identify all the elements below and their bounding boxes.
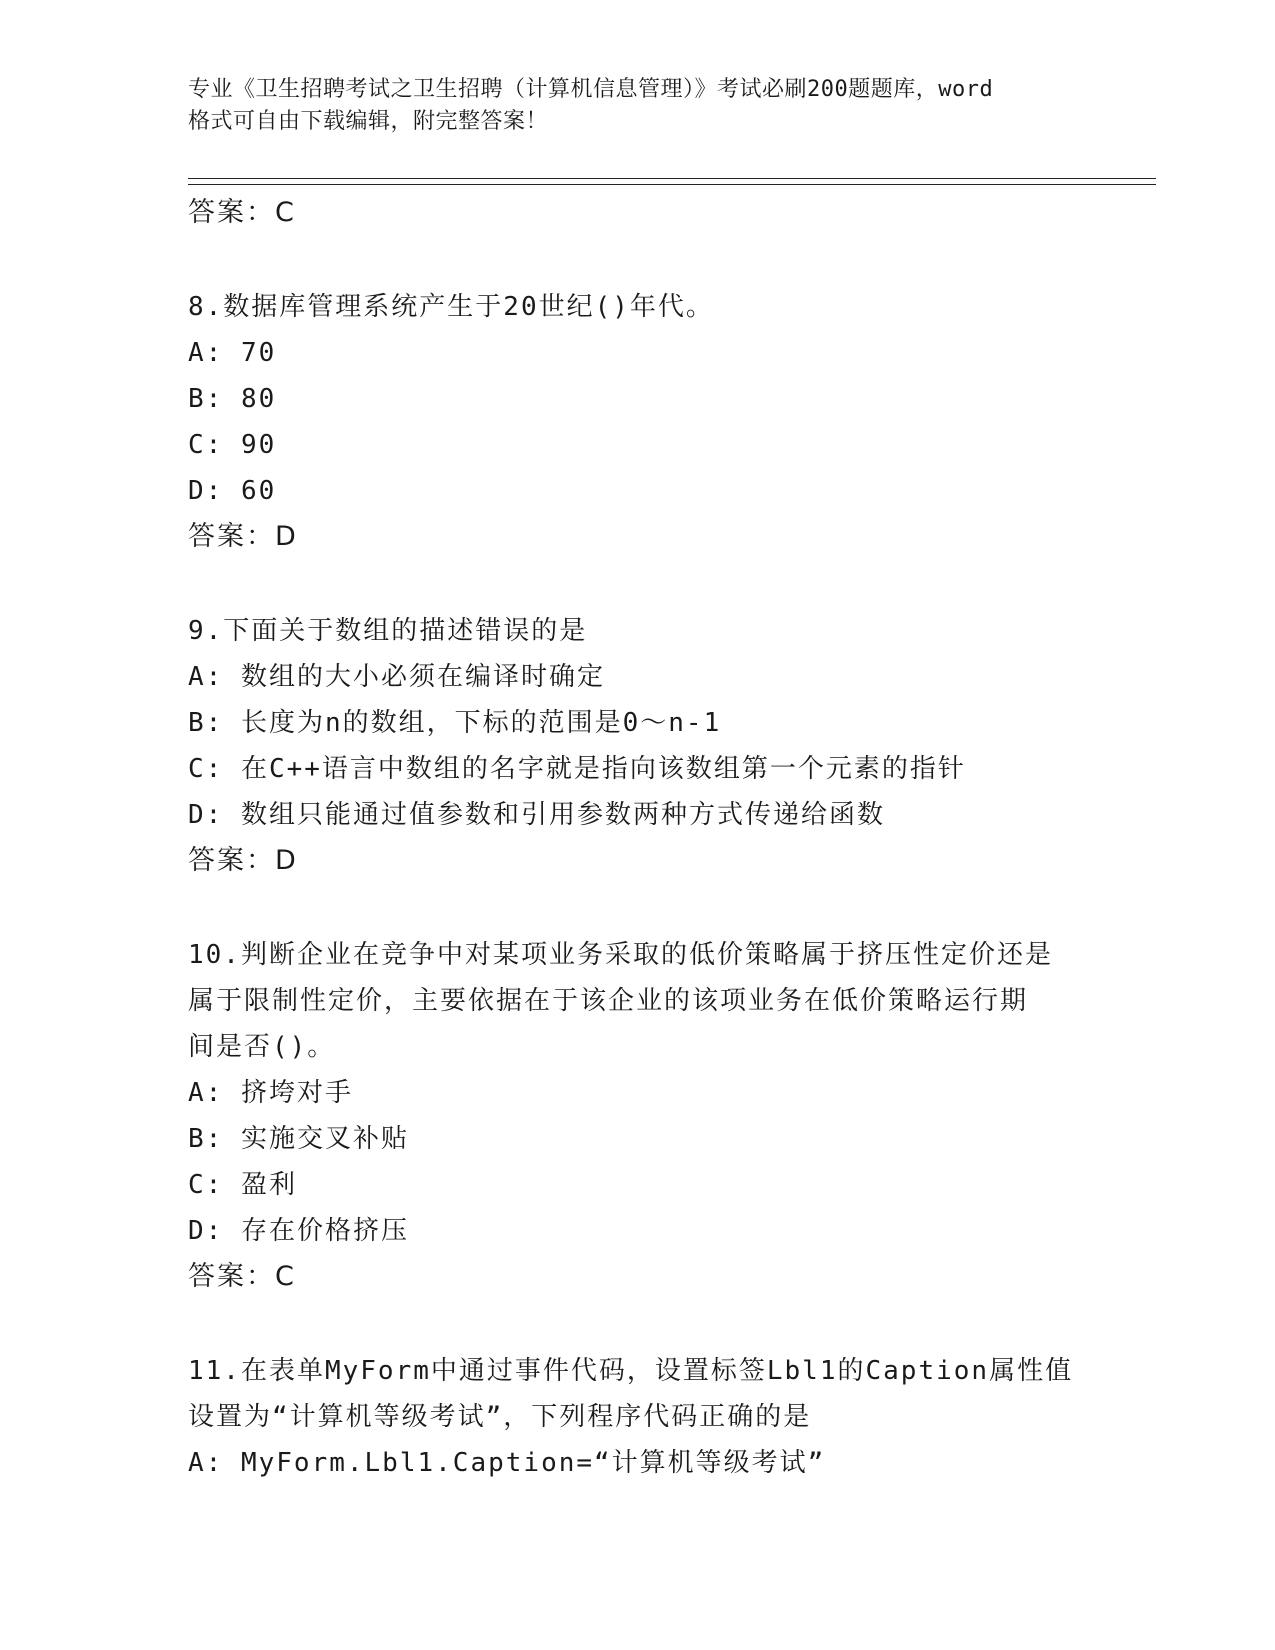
question-block	[188, 284, 1138, 560]
question-text: 10.判断企业在竞争中对某项业务采取的低价策略属于挤压性定价还是	[188, 940, 1053, 970]
option-a: A: 挤垮对手	[188, 1078, 353, 1108]
option-b: B: 实施交叉补贴	[188, 1124, 409, 1154]
option-c: C: 90	[188, 430, 277, 460]
question-block	[188, 608, 1138, 884]
option-c: C: 在C++语言中数组的名字就是指向该数组第一个元素的指针	[188, 754, 966, 784]
question-text: 属于限制性定价，主要依据在于该企业的该项业务在低价策略运行期	[188, 986, 1029, 1016]
answer-line: 答案：D	[188, 845, 298, 876]
header-divider-top	[188, 178, 1156, 179]
question-text: 8.数据库管理系统产生于20世纪()年代。	[188, 292, 714, 322]
option-a: A: 数组的大小必须在编译时确定	[188, 662, 605, 692]
header-line-1: 专业《卫生招聘考试之卫生招聘（计算机信息管理）》考试必刷200题题库，word	[188, 77, 994, 102]
option-d: D: 存在价格挤压	[188, 1216, 409, 1246]
document-header	[188, 74, 1108, 138]
spacer	[188, 236, 1138, 284]
option-b: B: 80	[188, 384, 277, 414]
question-block	[188, 932, 1138, 1300]
option-a: A: MyForm.Lbl1.Caption=“计算机等级考试”	[188, 1448, 826, 1478]
spacer	[188, 884, 1138, 932]
spacer	[188, 1300, 1138, 1348]
option-a: A: 70	[188, 338, 277, 368]
question-text: 9.下面关于数组的描述错误的是	[188, 616, 588, 646]
question-text: 间是否()。	[188, 1032, 336, 1062]
option-d: D: 60	[188, 476, 277, 506]
question-block	[188, 1348, 1138, 1486]
option-b: B: 长度为n的数组，下标的范围是0～n-1	[188, 708, 722, 738]
answer-line: 答案：D	[188, 521, 298, 552]
question-text: 设置为“计算机等级考试”，下列程序代码正确的是	[188, 1402, 812, 1432]
answer-line: 答案：C	[188, 197, 296, 228]
answer-line: 答案：C	[188, 1261, 296, 1292]
question-list	[188, 190, 1138, 1486]
question-text: 11.在表单MyForm中通过事件代码，设置标签Lbl1的Caption属性值	[188, 1356, 1074, 1386]
header-line-2: 格式可自由下载编辑，附完整答案！	[188, 109, 549, 134]
option-c: C: 盈利	[188, 1170, 297, 1200]
header-divider-bottom	[188, 184, 1156, 185]
spacer	[188, 560, 1138, 608]
option-d: D: 数组只能通过值参数和引用参数两种方式传递给函数	[188, 800, 885, 830]
